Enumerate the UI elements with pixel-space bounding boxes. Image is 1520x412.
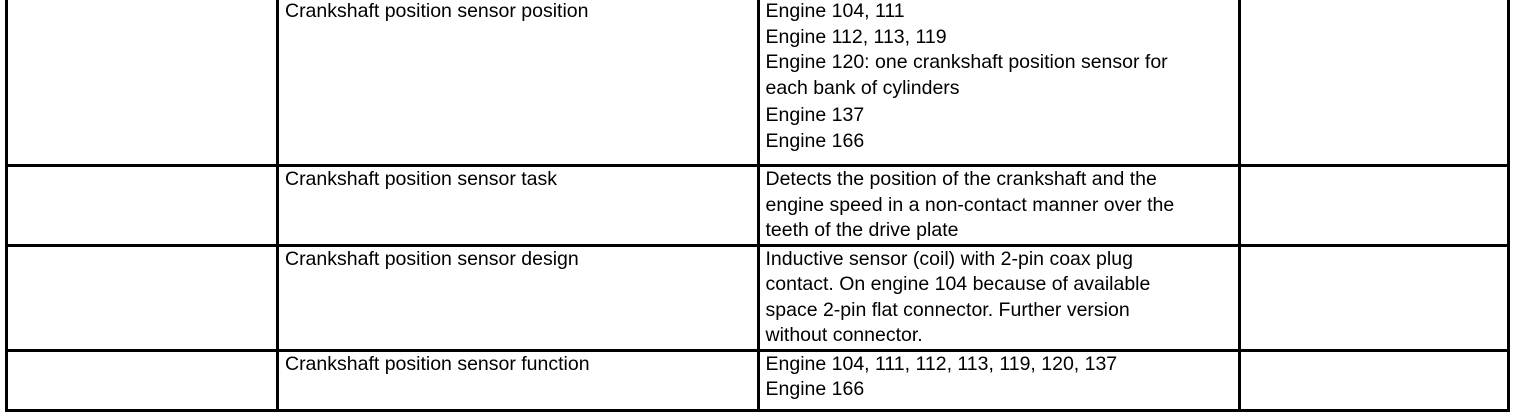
row-name-cell [7, 245, 278, 350]
row-notes-cell [1240, 350, 1509, 410]
value-line: teeth of the drive plate [765, 219, 959, 241]
row-label-cell [277, 350, 758, 410]
table-row [7, 166, 1509, 246]
table-row [7, 350, 1509, 410]
value-line: space 2-pin flat connector. Further version [765, 298, 1130, 321]
row-name-cell [7, 0, 278, 166]
row-notes-cell [1240, 245, 1509, 350]
row-value-cell [758, 166, 1240, 246]
row-label-cell [277, 166, 758, 246]
spec-table [5, 0, 1510, 412]
row-label: Crankshaft position sensor design [284, 247, 579, 270]
value-line: Engine 166 [765, 378, 865, 400]
value-line: each bank of cylinders [765, 76, 960, 99]
row-value-cell [758, 350, 1240, 410]
row-value-cell [758, 245, 1240, 350]
value-line: without connector. [765, 324, 923, 346]
row-label-cell [277, 245, 758, 350]
table-row [7, 245, 1509, 350]
value-line: engine speed in a non-contact manner over the [765, 193, 1175, 216]
value-line: Engine 166 [765, 129, 865, 152]
value-line: contact. On engine 104 because of available [765, 273, 1151, 295]
value-line: Engine 104, 111, 112, 113, 119, 120, 137 [765, 352, 1118, 375]
row-notes-cell [1240, 166, 1509, 246]
row-label: Crankshaft position sensor function [284, 352, 590, 375]
row-label: Crankshaft position sensor position [284, 0, 589, 22]
row-label: Crankshaft position sensor task [284, 168, 558, 190]
row-notes-cell [1240, 0, 1509, 166]
value-line: Engine 112, 113, 119 [765, 25, 947, 48]
table-row [7, 0, 1509, 166]
row-name-cell [7, 350, 278, 410]
value-line: Inductive sensor (coil) with 2-pin coax plug [765, 247, 1133, 270]
value-line: Engine 137 [765, 104, 865, 126]
row-label-cell [277, 0, 758, 166]
row-name-cell [7, 166, 278, 246]
value-line: Detects the position of the crankshaft and the [765, 168, 1157, 190]
value-line: Engine 120: one crankshaft position sensor for [765, 51, 1168, 73]
row-value-cell [758, 0, 1240, 166]
value-line: Engine 104, 111 [765, 0, 905, 22]
